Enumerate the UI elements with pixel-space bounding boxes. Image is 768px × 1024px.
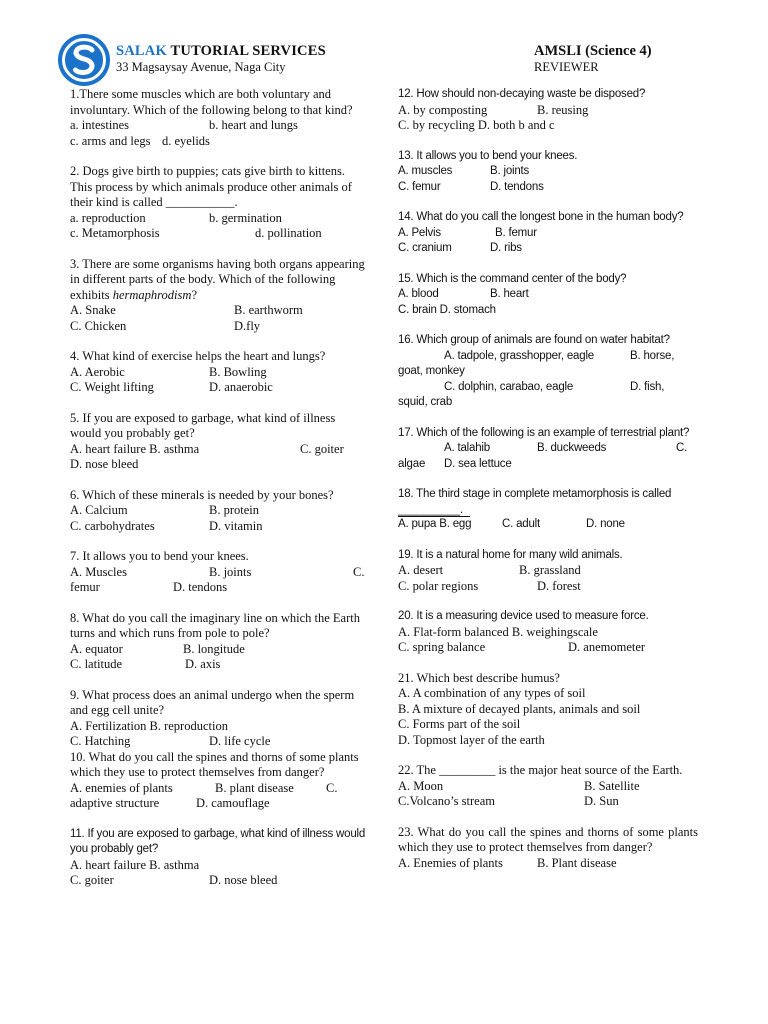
question-14 bbox=[398, 210, 698, 257]
option: B. horse, bbox=[630, 349, 675, 362]
option: B. joints bbox=[209, 564, 252, 579]
question-4 bbox=[70, 349, 367, 396]
question-3 bbox=[70, 257, 367, 335]
option: A. enemies of plants bbox=[70, 780, 173, 795]
option: D. Topmost layer of the earth bbox=[398, 732, 545, 747]
option: B. femur bbox=[495, 226, 537, 239]
question-stem: 19. It is a natural home for many wild animals. bbox=[398, 548, 623, 561]
option: adaptive structure bbox=[70, 796, 160, 810]
option: A. Snake bbox=[70, 303, 116, 317]
option: A. A combination of any types of soil bbox=[398, 686, 586, 700]
question-stem: 9. What process does an animal undergo when the sperm and egg cell unite? bbox=[70, 687, 355, 717]
question-stem: 11. If you are exposed to garbage, what kind of illness would you probably get? bbox=[70, 827, 366, 855]
option: B. earthworm bbox=[234, 303, 303, 317]
option: D. none bbox=[586, 518, 625, 530]
option: A. by composting bbox=[398, 102, 488, 117]
option: A. heart failure B. asthma bbox=[70, 857, 200, 872]
question-stem: 1.There some muscles which are both voluntary and involuntary. Which of the following belong to that kind? bbox=[70, 87, 353, 117]
option: squid, crab bbox=[398, 396, 453, 408]
option: A. muscles bbox=[398, 165, 453, 177]
question-stem: 4. What kind of exercise helps the heart and lungs? bbox=[70, 349, 326, 363]
option: D. nose bleed bbox=[70, 457, 139, 471]
question-stem: 13. It allows you to bend your knees. bbox=[398, 149, 578, 162]
option: D. axis bbox=[185, 657, 221, 671]
question-20 bbox=[398, 609, 698, 656]
question-10 bbox=[70, 750, 367, 812]
question-stem: 21. Which best describe humus? bbox=[398, 670, 560, 685]
option: A. Moon bbox=[398, 778, 444, 793]
option: A. Fertilization B. reproduction bbox=[70, 718, 228, 733]
option: c. arms and legs bbox=[70, 133, 151, 148]
document-subtitle: REVIEWER bbox=[534, 60, 599, 74]
option: A. heart failure B. asthma bbox=[70, 441, 200, 456]
question-stem: 12. How should non-decaying waste be disposed? bbox=[398, 88, 646, 100]
question-stem: 7. It allows you to bend your knees. bbox=[70, 549, 249, 563]
option: C. Forms part of the soil bbox=[398, 717, 521, 731]
option: C. carbohydrates bbox=[70, 518, 155, 533]
question-6 bbox=[70, 488, 367, 535]
option: C. bbox=[676, 442, 688, 454]
option: C. goiter bbox=[300, 441, 344, 456]
option: goat, monkey bbox=[398, 365, 465, 377]
question-stem: 23. What do you call the spines and thorns of some plants which they use to protect themselves from danger? bbox=[398, 824, 698, 854]
option: a. reproduction bbox=[70, 210, 146, 225]
option: D. ribs bbox=[490, 242, 522, 254]
question-2 bbox=[70, 164, 367, 242]
option: A. Aerobic bbox=[70, 364, 125, 379]
option: B. Bowling bbox=[209, 364, 267, 379]
option: b. germination bbox=[209, 210, 282, 225]
organization-address: 33 Magsaysay Avenue, Naga City bbox=[116, 60, 286, 74]
question-stem: 14. What do you call the longest bone in the human body? bbox=[398, 211, 684, 223]
question-stem: 10. What do you call the spines and thorns of some plants which they use to protect themselves from danger? bbox=[70, 749, 359, 779]
option: C.Volcano’s stream bbox=[398, 794, 495, 808]
option: B. reusing bbox=[537, 102, 589, 117]
option: D. sea lettuce bbox=[444, 457, 512, 470]
option: D. Sun bbox=[584, 794, 619, 808]
option: algae bbox=[398, 457, 426, 470]
option: d. eyelids bbox=[162, 133, 210, 148]
question-15 bbox=[398, 272, 698, 319]
option: femur bbox=[70, 580, 100, 594]
question-stem: 16. Which group of animals are found on water habitat? bbox=[398, 334, 670, 346]
option: C. adult bbox=[502, 518, 541, 530]
option: C. Weight lifting bbox=[70, 380, 154, 394]
option: D. anaerobic bbox=[209, 380, 273, 394]
option: D. fish, bbox=[630, 380, 665, 393]
question-17 bbox=[398, 426, 698, 473]
option: C. bbox=[353, 564, 365, 579]
question-22 bbox=[398, 763, 698, 810]
option: B. heart bbox=[490, 288, 529, 300]
option: A. Flat-form balanced B. weighingscale bbox=[398, 624, 598, 639]
option: b. heart and lungs bbox=[209, 118, 298, 132]
question-stem: 5. If you are exposed to garbage, what kind of illness would you probably get? bbox=[70, 410, 336, 440]
option: B. joints bbox=[490, 165, 530, 177]
option: A. desert bbox=[398, 563, 444, 577]
question-stem: 2. Dogs give birth to puppies; cats give birth to kittens. This process by which animals produce other animals of their kind is called ___________. bbox=[70, 164, 352, 209]
question-8 bbox=[70, 611, 367, 673]
option: B. grassland bbox=[519, 563, 581, 577]
question-19 bbox=[398, 548, 698, 595]
option: C. bbox=[326, 780, 338, 795]
option: A. Calcium bbox=[70, 503, 128, 517]
page-header bbox=[0, 0, 768, 80]
option: A. Muscles bbox=[70, 564, 127, 579]
option: C. dolphin, carabao, eagle bbox=[444, 380, 574, 393]
question-7 bbox=[70, 549, 367, 596]
option: B. plant disease bbox=[215, 780, 294, 795]
option: C. goiter bbox=[70, 873, 114, 887]
option: D. forest bbox=[537, 578, 581, 593]
option: C. polar regions bbox=[398, 578, 479, 593]
question-23 bbox=[398, 825, 698, 872]
option: A. tadpole, grasshopper, eagle bbox=[444, 349, 595, 362]
question-9 bbox=[70, 688, 367, 750]
option: B. protein bbox=[209, 503, 259, 517]
question-5 bbox=[70, 411, 367, 473]
option: D. camouflage bbox=[196, 796, 270, 810]
question-stem: 3. There are some organisms having both organs appearing in different parts of the body. Which of the following exhibits hermaphrodism? bbox=[70, 256, 365, 302]
option: D. tendons bbox=[173, 580, 228, 594]
option: C. femur bbox=[398, 180, 441, 193]
option: A. blood bbox=[398, 288, 439, 300]
option: C. spring balance bbox=[398, 640, 486, 654]
question-stem: 6. Which of these minerals is needed by your bones? bbox=[70, 487, 334, 502]
left-column bbox=[70, 87, 367, 904]
option: A. Pelvis bbox=[398, 226, 441, 239]
option: C. latitude bbox=[70, 657, 123, 671]
document-title: AMSLI (Science 4) bbox=[534, 43, 652, 59]
option: B. duckweeds bbox=[537, 442, 607, 454]
option: C. Chicken bbox=[70, 318, 127, 333]
question-11 bbox=[70, 827, 367, 889]
option: C. Hatching bbox=[70, 734, 131, 748]
right-column bbox=[398, 87, 698, 886]
option: B. A mixture of decayed plants, animals and soil bbox=[398, 701, 641, 716]
option: a. intestines bbox=[70, 118, 130, 132]
question-stem: 8. What do you call the imaginary line on which the Earth turns and which runs from pole to pole? bbox=[70, 610, 360, 640]
option: D.fly bbox=[234, 318, 261, 333]
option: A. equator bbox=[70, 641, 123, 656]
option: D. anemometer bbox=[568, 640, 646, 654]
option: C. cranium bbox=[398, 242, 452, 254]
option: A. pupa B. egg bbox=[398, 518, 472, 530]
question-stem: 17. Which of the following is an example of terrestrial plant? bbox=[398, 426, 690, 439]
question-18 bbox=[398, 487, 698, 533]
option: C. by recycling D. both b and c bbox=[398, 118, 555, 132]
question-21 bbox=[398, 671, 698, 749]
question-stem: 22. The _________ is the major heat source of the Earth. bbox=[398, 763, 683, 777]
question-1 bbox=[70, 87, 367, 149]
option: D. tendons bbox=[490, 180, 544, 193]
option: B. Plant disease bbox=[537, 855, 617, 870]
question-stem: 20. It is a measuring device used to measure force. bbox=[398, 610, 649, 622]
option: D. vitamin bbox=[209, 518, 263, 533]
option: B. longitude bbox=[183, 641, 245, 656]
question-12 bbox=[398, 87, 698, 134]
question-13 bbox=[398, 149, 698, 196]
question-stem: 18. The third stage in complete metamorphosis is called __________. bbox=[398, 488, 672, 516]
organization-name: SALAK TUTORIAL SERVICES bbox=[116, 43, 326, 59]
option: A. talahib bbox=[444, 442, 490, 454]
question-stem: 15. Which is the command center of the body? bbox=[398, 272, 627, 285]
option: c. Metamorphosis bbox=[70, 226, 160, 240]
option: D. life cycle bbox=[209, 734, 271, 748]
salak-logo bbox=[56, 32, 112, 88]
option: B. Satellite bbox=[584, 778, 640, 793]
option: C. brain D. stomach bbox=[398, 303, 496, 316]
option: A. Enemies of plants bbox=[398, 855, 503, 870]
option: d. pollination bbox=[255, 226, 322, 240]
question-16 bbox=[398, 333, 698, 411]
option: D. nose bleed bbox=[209, 873, 278, 887]
